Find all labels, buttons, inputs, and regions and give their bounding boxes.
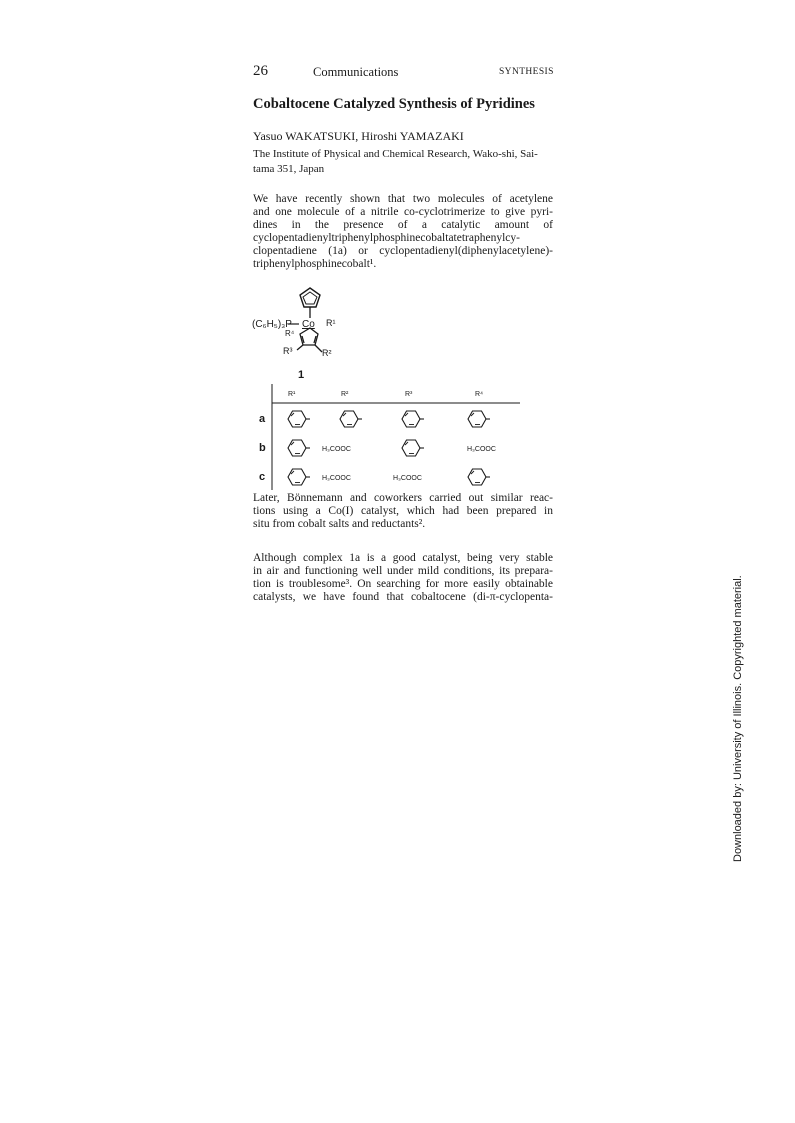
phenyl-icon — [468, 411, 490, 427]
r1-label: R¹ — [326, 318, 336, 328]
text-line: triphenylphosphinecobalt¹. — [253, 258, 377, 271]
text-line: in air and functioning well under mild conditions, its prepara- — [253, 565, 553, 578]
text-line: dines in the presence of a catalytic amount of — [253, 219, 553, 232]
affiliation — [253, 147, 553, 176]
paragraph-bonnemann — [253, 492, 553, 531]
phenyl-icon — [288, 440, 310, 456]
row-label-b: b — [259, 442, 266, 454]
text-line: clopentadiene (1a) or cyclopentadienyl(diphenylacetylene)- — [253, 245, 553, 258]
row-b — [288, 440, 496, 456]
download-watermark: Downloaded by: University of Illinois. Copyrighted material. — [732, 575, 744, 862]
compound-number: 1 — [298, 369, 305, 381]
substituent-table — [252, 382, 532, 490]
phenyl-icon — [402, 411, 424, 427]
metallacycle-ring-icon — [297, 328, 322, 352]
text-line: Although complex 1a is a good catalyst, being very stable — [253, 552, 553, 564]
text-line: cyclopentadienyltriphenylphosphinecobaltatetraphenylcy- — [253, 232, 520, 245]
ester-label: H₃COOC — [393, 475, 422, 482]
column-header-r1: R¹ — [288, 391, 296, 398]
text-line: We have recently shown that two molecules of acetylene — [253, 193, 553, 205]
r2-label: R² — [322, 348, 332, 358]
page-number: 26 — [253, 63, 268, 79]
ester-label: H₃COOC — [322, 446, 351, 453]
column-header-r2: R² — [341, 391, 349, 398]
affiliation-line: tama 351, Japan — [253, 162, 325, 175]
phenyl-icon — [288, 469, 310, 485]
row-c — [288, 469, 490, 485]
column-header-r3: R³ — [405, 391, 413, 398]
text-line: catalysts, we have found that cobaltocene (di-π-cyclopenta- — [253, 591, 553, 604]
article-title: Cobaltocene Catalyzed Synthesis of Pyridines — [253, 96, 535, 112]
row-a — [288, 411, 490, 427]
text-line: and one molecule of a nitrile co-cyclotrimerize to give pyri- — [253, 206, 553, 219]
triphenylphosphine-label: (C₆H₅)₃P — [252, 319, 292, 330]
r4-label: R⁴ — [285, 329, 295, 338]
ester-label: H₃COOC — [467, 446, 496, 453]
row-label-a: a — [259, 413, 266, 425]
cobalt-complex-structure — [252, 282, 372, 382]
text-line: tion is troublesome³. On searching for more easily obtainable — [253, 578, 553, 591]
text-line: Later, Bönnemann and coworkers carried out similar reac- — [253, 492, 553, 504]
phenyl-icon — [340, 411, 362, 427]
phenyl-icon — [288, 411, 310, 427]
column-header-r4: R⁴ — [475, 391, 484, 398]
paragraph-cobaltocene — [253, 552, 553, 604]
text-line: tions using a Co(I) catalyst, which had been prepared in — [253, 505, 553, 518]
phenyl-icon — [468, 469, 490, 485]
paragraph-intro — [253, 193, 553, 272]
affiliation-line: The Institute of Physical and Chemical Research, Wako-shi, Sai- — [253, 148, 538, 160]
cobalt-label: Co — [302, 319, 315, 330]
row-label-c: c — [259, 471, 266, 483]
author-line: Yasuo WAKATSUKI, Hiroshi YAMAZAKI — [253, 129, 464, 143]
journal-name: SYNTHESIS — [499, 67, 554, 77]
text-line: situ from cobalt salts and reductants². — [253, 518, 426, 531]
ester-label: H₃COOC — [322, 475, 351, 482]
r3-label: R³ — [283, 346, 293, 356]
running-header — [0, 63, 795, 83]
cyclopentadienyl-ring-icon — [300, 288, 320, 307]
section-label: Communications — [313, 65, 399, 79]
phenyl-icon — [402, 440, 424, 456]
